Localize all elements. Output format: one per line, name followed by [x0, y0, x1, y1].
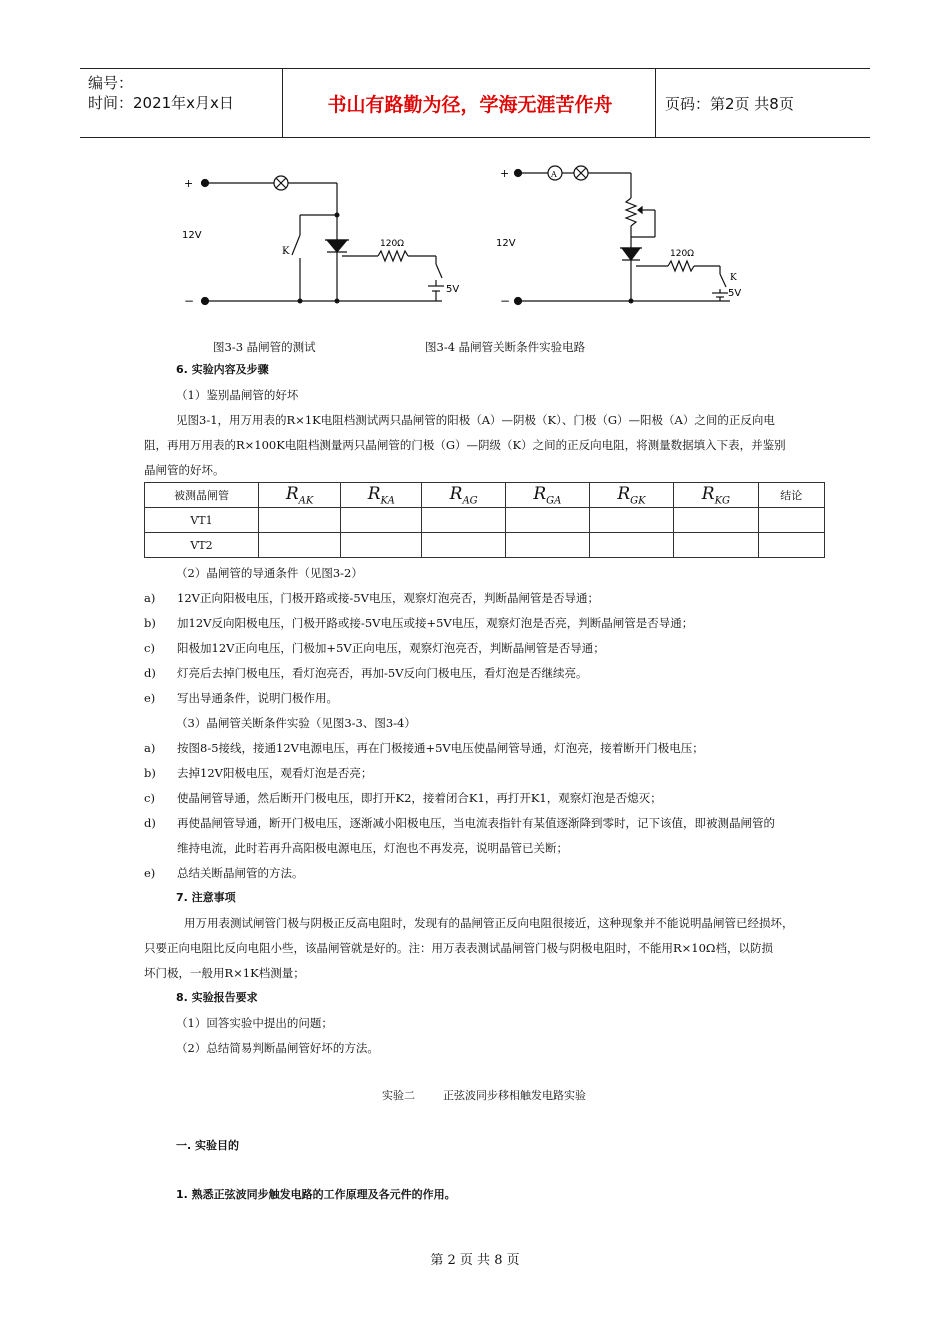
table-header-cell: [589, 483, 673, 508]
header-motto: 书山有路勤为径，学海无涯苦作舟: [327, 94, 613, 116]
figure-3-3-caption: 图3-3 晶闸管的测试: [213, 340, 316, 354]
table-cell: [259, 533, 341, 558]
r-subscript: AG: [462, 495, 478, 507]
fig34-ammeter-label: A: [551, 170, 557, 179]
paragraph-line: 晶闸管的好坏。: [144, 463, 225, 477]
r-symbol: R: [533, 483, 547, 504]
paragraph-line: 只要正向电阻比反向电阻小些，该晶闸管就是好的。注：用万表表测试晶闸管门极与阴极电阻时，不能用R×10Ω档，以防损: [144, 941, 773, 955]
list-marker: d): [144, 666, 156, 680]
exp2-title: 正弦波同步移相触发电路实验: [443, 1089, 586, 1102]
table-cell: [259, 508, 341, 533]
list-marker: e): [144, 691, 156, 705]
section-8-title: 8. 实验报告要求: [176, 991, 258, 1004]
list-marker: e): [144, 866, 156, 880]
table-cell: [341, 508, 422, 533]
figure-3-3-circuit: [170, 160, 460, 325]
table-cell: [506, 508, 590, 533]
list-item: 写出导通条件，说明门极作用。: [177, 691, 338, 705]
fig34-plus-label: +: [500, 167, 510, 180]
exp2-title-prefix: 实验二: [382, 1089, 415, 1102]
number-label: 编号：: [88, 74, 134, 92]
table-cell: [341, 533, 422, 558]
list-item: 再使晶闸管导通，断开门极电压，逐渐减小阳极电压，当电流表指针有某值逐渐降到零时，记下该值，即被测晶闸管的: [177, 816, 775, 830]
list-item: （1）回答实验中提出的问题；: [176, 1016, 333, 1030]
fig33-minus-label: −: [184, 294, 195, 308]
header-divider: [655, 69, 656, 137]
figure-3-4-circuit: [490, 160, 770, 325]
section-6-sub-1: （1）鉴别晶闸管的好坏: [176, 388, 299, 402]
table-cell: [589, 508, 673, 533]
paragraph-line: 阻，再用万用表的R×100K电阻档测量两只晶闸管的门极（G）—阴级（K）之间的正反向电阻，将测量数据填入下表，并鉴别: [144, 438, 786, 452]
exp2-item: 1. 熟悉正弦波同步触发电路的工作原理及各元件的作用。: [176, 1188, 456, 1201]
table-header-cell: [341, 483, 422, 508]
section-6-sub-2: （2）晶闸管的导通条件（见图3-2）: [176, 566, 363, 580]
measurement-table: [144, 482, 825, 558]
paragraph-line: 见图3-1，用万用表的R×1K电阻档测试两只晶闸管的阳极（A）—阴极（K）、门极（G）—阳极（A）之间的正反向电: [176, 413, 775, 427]
header-page-number: 页码：第2页 共8页: [665, 95, 794, 113]
list-item-continuation: 维持电流，此时若再升高阳极电源电压，灯泡也不再发亮，说明晶管已关断；: [177, 841, 568, 855]
fig33-12v-label: 12V: [182, 230, 202, 241]
fig34-5v-label: 5V: [728, 288, 742, 299]
section-6-title: 6. 实验内容及步骤: [176, 363, 269, 376]
r-symbol: R: [617, 483, 631, 504]
table-row-label: VT2: [145, 533, 259, 558]
list-marker: b): [144, 616, 156, 630]
table-header-cell: [674, 483, 758, 508]
table-cell: [422, 533, 506, 558]
fig34-12v-label: 12V: [496, 238, 516, 249]
list-item: 按图8-5接线，接通12V电源电压，再在门极接通+5V电压使晶闸管导通，灯泡亮，接着断开门极电压；: [177, 741, 704, 755]
fig34-resistor-label: 120Ω: [670, 249, 695, 259]
fig33-k-label: K: [282, 246, 290, 257]
list-item: （2）总结简易判断晶闸管好坏的方法。: [176, 1041, 379, 1055]
r-symbol: R: [701, 483, 715, 504]
exp2-heading: 一. 实验目的: [176, 1139, 240, 1152]
fig34-minus-label: −: [500, 294, 511, 308]
header-divider: [282, 69, 283, 137]
header-left: [88, 73, 234, 113]
r-subscript: GK: [630, 495, 646, 507]
table-header-cell: [506, 483, 590, 508]
r-symbol: R: [285, 483, 299, 504]
table-row: [145, 508, 825, 533]
paragraph-line: 用万用表测试闸管门极与阴极正反高电阻时，发现有的晶闸管正反向电阻很接近，这种现象并不能说明晶闸管已经损坏，: [184, 916, 794, 930]
fig34-k-label: K: [730, 273, 737, 283]
r-symbol: R: [449, 483, 463, 504]
list-item: 总结关断晶闸管的方法。: [177, 866, 304, 880]
list-item: 去掉12V阳极电压，观看灯泡是否亮；: [177, 766, 373, 780]
table-row-label: VT1: [145, 508, 259, 533]
r-subscript: GA: [546, 495, 562, 507]
section-6-sub-3: （3）晶闸管关断条件实验（见图3-3、图3-4）: [176, 716, 416, 730]
paragraph-line: 坏门极，一般用R×1K档测量；: [144, 966, 305, 980]
fig33-resistor-label: 120Ω: [380, 239, 405, 249]
figure-3-4-caption: 图3-4 晶闸管关断条件实验电路: [425, 340, 586, 354]
list-marker: a): [144, 741, 156, 755]
page-header: [80, 68, 870, 138]
list-marker: a): [144, 591, 156, 605]
r-subscript: KA: [380, 495, 395, 507]
r-symbol: R: [367, 483, 381, 504]
list-marker: b): [144, 766, 156, 780]
table-cell: [674, 533, 758, 558]
r-subscript: KG: [714, 495, 731, 507]
fig33-5v-label: 5V: [446, 284, 460, 295]
list-marker: d): [144, 816, 156, 830]
list-marker: c): [144, 791, 155, 805]
table-cell: [758, 508, 824, 533]
table-header-cell: 被测晶闸管: [145, 483, 259, 508]
page-footer: 第 2 页 共 8 页: [430, 1253, 520, 1268]
table-cell: [674, 508, 758, 533]
table-header-cell: [422, 483, 506, 508]
r-subscript: AK: [298, 495, 314, 507]
table-header-cell: [259, 483, 341, 508]
list-marker: c): [144, 641, 155, 655]
list-item: 灯亮后去掉门极电压，看灯泡亮否，再加-5V反向门极电压，看灯泡是否继续亮。: [177, 666, 588, 680]
table-cell: [506, 533, 590, 558]
table-cell: [589, 533, 673, 558]
list-item: 12V正向阳极电压，门极开路或接-5V电压，观察灯泡亮否，判断晶闸管是否导通；: [177, 591, 599, 605]
time-label: 时间：2021年x月x日: [88, 94, 234, 112]
list-item: 使晶闸管导通，然后断开门极电压，即打开K2，接着闭合K1，再打开K1，观察灯泡是否熄灭；: [177, 791, 662, 805]
table-row: [145, 533, 825, 558]
table-header-cell: 结论: [758, 483, 824, 508]
list-item: 加12V反向阳极电压，门极开路或接-5V电压或接+5V电压，观察灯泡是否亮，判断晶闸管是否导通；: [177, 616, 694, 630]
table-header-row: [145, 483, 825, 508]
fig33-plus-label: +: [184, 177, 194, 190]
table-cell: [422, 508, 506, 533]
list-item: 阳极加12V正向电压，门极加+5V正向电压，观察灯泡亮否，判断晶闸管是否导通；: [177, 641, 605, 655]
table-cell: [758, 533, 824, 558]
section-7-title: 7. 注意事项: [176, 891, 236, 904]
